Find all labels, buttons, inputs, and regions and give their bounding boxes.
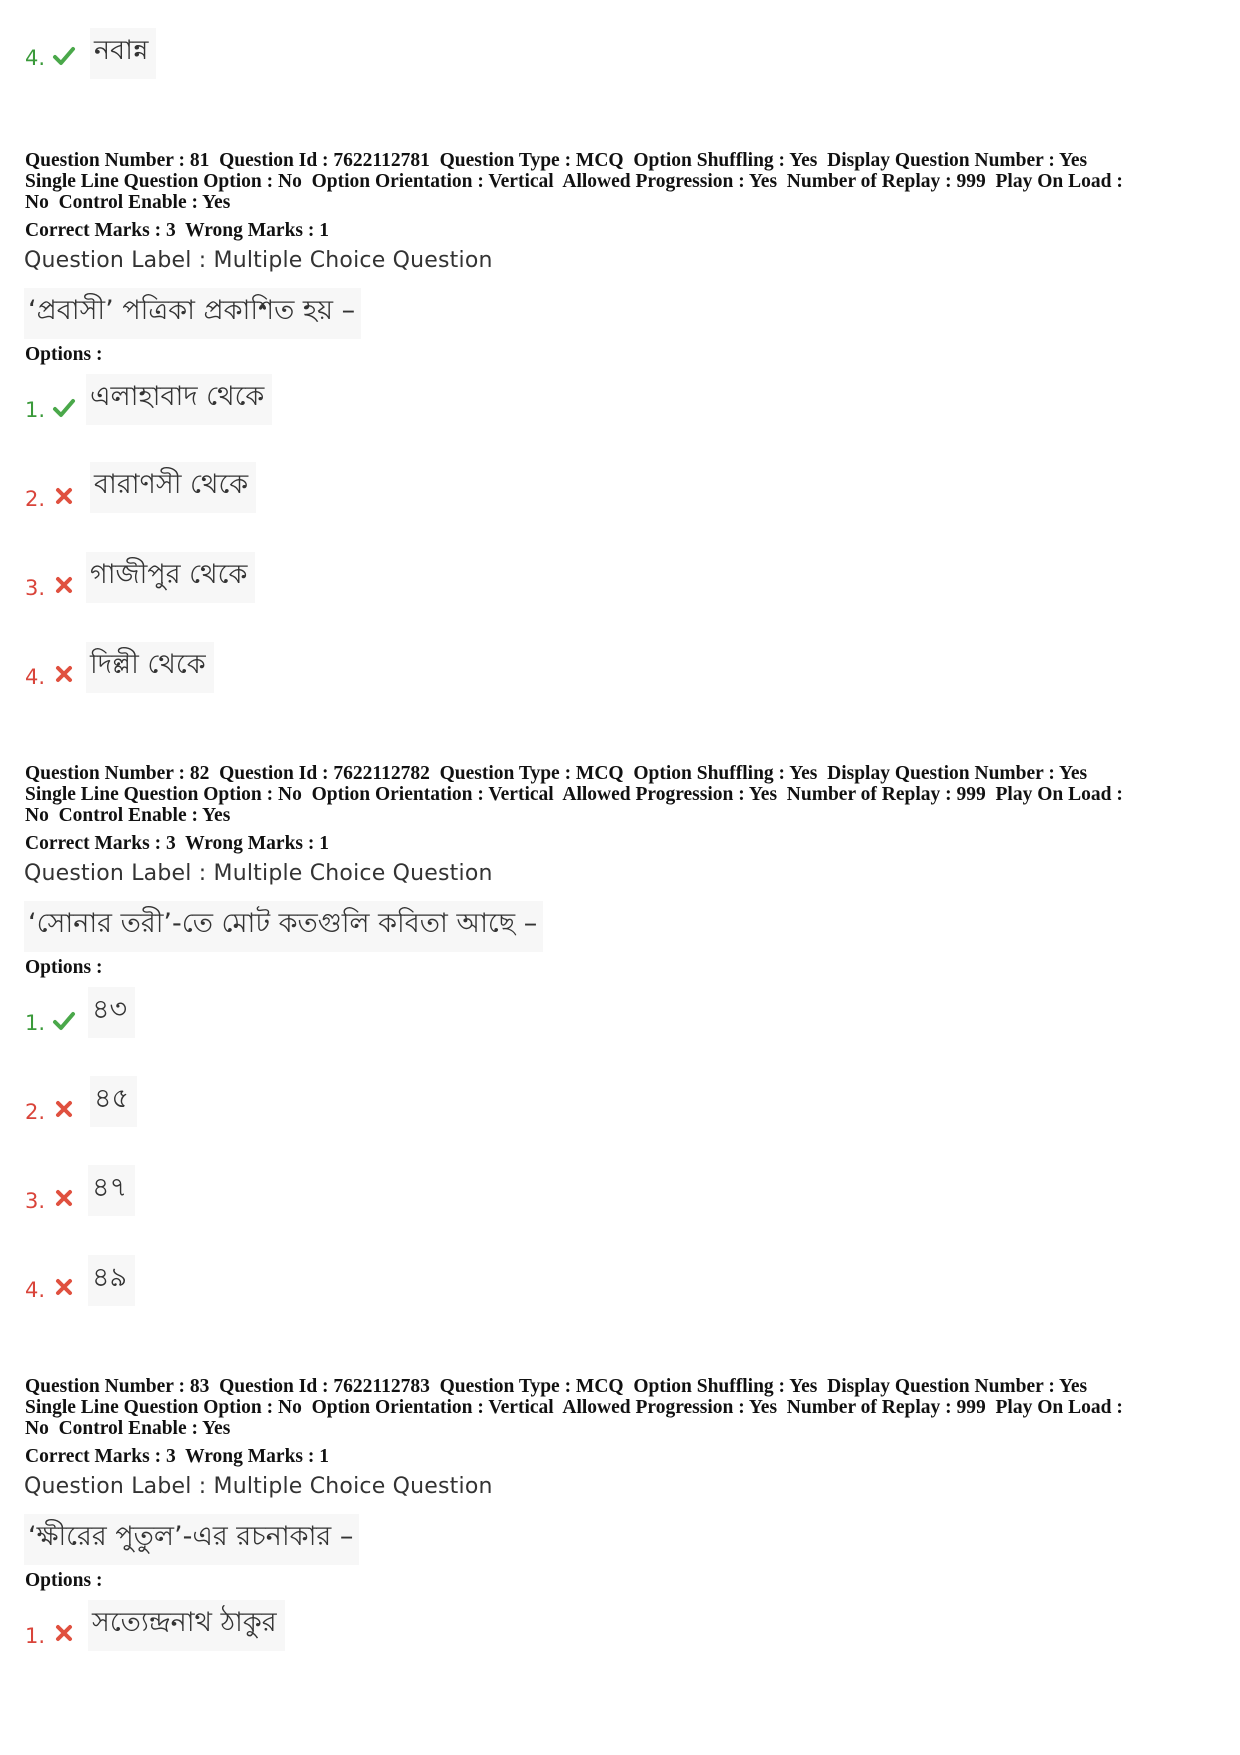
marks-line: Correct Marks : 3 Wrong Marks : 1 xyxy=(25,220,330,241)
option-text[interactable]: সত্যেন্দ্রনাথ ঠাকুর xyxy=(88,1600,285,1651)
options-label: Options : xyxy=(25,957,103,978)
option-text[interactable]: বারাণসী থেকে xyxy=(90,462,256,513)
question-meta: Question Number : 81 Question Id : 7622112781 Question Type : MCQ Option Shuffling : Yes Display Question Number : Yes Single Line Question Option : No Option Orientation : Vertical Allowed Progression : Yes Number of Replay : 999 Play On Load : No Control Enable : Yes xyxy=(25,150,1123,213)
option-text[interactable]: এলাহাবাদ থেকে xyxy=(86,374,272,425)
option-text[interactable]: ৪৯ xyxy=(88,1255,135,1306)
option-number: 2. xyxy=(25,487,46,511)
cross-icon xyxy=(52,664,76,684)
prev-option-4-number: 4. xyxy=(25,46,46,70)
option-number: 1. xyxy=(25,1011,46,1035)
options-label: Options : xyxy=(25,344,103,365)
question-meta: Question Number : 82 Question Id : 7622112782 Question Type : MCQ Option Shuffling : Yes Display Question Number : Yes Single Line Question Option : No Option Orientation : Vertical Allowed Progression : Yes Number of Replay : 999 Play On Load : No Control Enable : Yes xyxy=(25,763,1123,826)
cross-icon xyxy=(52,486,76,506)
cross-icon xyxy=(52,1188,76,1208)
question-label: Question Label : Multiple Choice Question xyxy=(24,248,493,273)
question-label: Question Label : Multiple Choice Question xyxy=(24,861,493,886)
option-number: 1. xyxy=(25,1624,46,1648)
option-number: 1. xyxy=(25,398,46,422)
question-meta: Question Number : 83 Question Id : 7622112783 Question Type : MCQ Option Shuffling : Yes Display Question Number : Yes Single Line Question Option : No Option Orientation : Vertical Allowed Progression : Yes Number of Replay : 999 Play On Load : No Control Enable : Yes xyxy=(25,1376,1123,1439)
question-label: Question Label : Multiple Choice Question xyxy=(24,1474,493,1499)
option-number: 3. xyxy=(25,576,46,600)
check-icon xyxy=(52,1011,76,1031)
question-text: ‘সোনার তরী’-তে মোট কতগুলি কবিতা আছে – xyxy=(24,901,543,952)
question-text: ‘প্রবাসী’ পত্রিকা প্রকাশিত হয় – xyxy=(24,288,361,339)
option-number: 2. xyxy=(25,1100,46,1124)
option-number: 4. xyxy=(25,665,46,689)
option-text[interactable]: ৪৩ xyxy=(88,987,135,1038)
option-text[interactable]: ৪৫ xyxy=(90,1076,137,1127)
check-icon xyxy=(52,398,76,418)
cross-icon xyxy=(52,1277,76,1297)
cross-icon xyxy=(52,575,76,595)
option-text[interactable]: ৪৭ xyxy=(88,1165,135,1216)
marks-line: Correct Marks : 3 Wrong Marks : 1 xyxy=(25,833,330,854)
check-icon xyxy=(52,46,76,66)
option-text[interactable]: গাজীপুর থেকে xyxy=(86,552,255,603)
question-text: ‘ক্ষীরের পুতুল’-এর রচনাকার – xyxy=(24,1514,359,1565)
cross-icon xyxy=(52,1623,76,1643)
marks-line: Correct Marks : 3 Wrong Marks : 1 xyxy=(25,1446,330,1467)
cross-icon xyxy=(52,1099,76,1119)
option-number: 3. xyxy=(25,1189,46,1213)
prev-option-4-text: নবান্ন xyxy=(90,28,156,79)
option-text[interactable]: দিল্লী থেকে xyxy=(86,642,214,693)
option-number: 4. xyxy=(25,1278,46,1302)
options-label: Options : xyxy=(25,1570,103,1591)
